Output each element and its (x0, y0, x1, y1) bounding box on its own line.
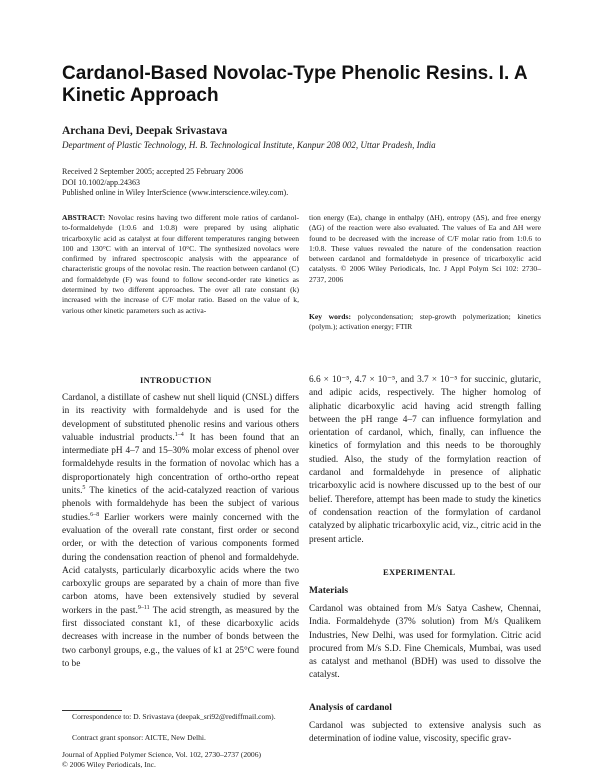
analysis-text: Cardanol was subjected to extensive analysis such as determination of iodine value, viscosity, specific grav- (309, 721, 541, 745)
keywords-text: polycondensation; step-growth polymerization; kinetics (polym.); activation energy; FTIR (309, 312, 541, 332)
affiliation: Department of Plastic Technology, H. B. Technological Institute, Kanpur 208 002, Uttar Pradesh, India (62, 140, 436, 150)
received-dates: Received 2 September 2005; accepted 25 February 2006 (62, 167, 244, 176)
publication-info (62, 167, 288, 199)
doi: DOI 10.1002/app.24363 (62, 177, 140, 187)
correspondence-footnote: Correspondence to: D. Srivastava (deepak_sri92@rediffmail.com). (72, 712, 276, 721)
introduction-heading: INTRODUCTION (140, 375, 212, 385)
keywords (309, 312, 541, 333)
intro-part-b: It has been found that an intermediate pH 4–7 and 15–30% molar excess of phenol over formaldehyde results in the formation of novolac which has a disproportionately high concentration of ortho-ortho repeat units. (62, 432, 299, 497)
keywords-label: Key words: (309, 312, 352, 321)
introduction-text (62, 392, 299, 671)
citation-1: 1–4 (174, 431, 184, 438)
intro-part-d: Earlier workers were mainly concerned with the evaluation of the overall rate constant, first order or second order, or with the detection of various components formed during the condensation reaction of phenol and formaldehyde. Acid catalysts, particularly dicarboxylic acids where the two carboxylic groups are separated by a chain of more than five carbon atoms, have been extensively studied by several workers in the past. (62, 512, 299, 616)
journal-footer (62, 750, 302, 771)
abstract-label: ABSTRACT: (62, 213, 106, 222)
intro-continuation: 6.6 × 10⁻⁵, 4.7 × 10⁻⁵, and 3.7 × 10⁻⁵ for succinic, glutaric, and adipic acids, respectively. The higher homolog of aliphatic dicarboxylic acid having acid strength falling between the pH range 4–7 can influence formylation and orientation of cardanol, which, finally, can influence the kinetics of formylation and this needs to be thoroughly studied. Also, the study of the formylation reaction of cardanol and formaldehyde in presence of aliphatic tricarboxylic acid is nowhere discussed up to the best of our belief. Therefore, attempt has been made to study the kinetics of condensation reaction of the formylation of cardanol catalyzed by aliphatic tricarboxylic acid, viz., citric acid in the present article. (309, 375, 541, 545)
journal-citation: Journal of Applied Polymer Science, Vol. 102, 2730–2737 (2006) (62, 750, 262, 759)
copyright: © 2006 Wiley Periodicals, Inc. (62, 760, 156, 770)
intro-part-c: The kinetics of the acid-catalyzed reaction of various phenols with formaldehyde has been the subject of various studies. (62, 486, 299, 523)
materials-heading: Materials (309, 586, 349, 596)
citation-3: 6–8 (90, 511, 100, 518)
analysis-heading: Analysis of cardanol (309, 703, 392, 713)
abstract-text-left: Novolac resins having two different mole ratios of cardanol-to-formaldehyde (1:0.6 and 1:0.8) were prepared by using aliphatic tricarboxylic acid as catalyst at four different temperatures ranging between 100 and 130°C with an interval of 10°C. The synthesized novolacs were confirmed by infrared spectroscopic analysis with the appearance of characteristic groups of the novolac resin. The reaction between cardanol (C) and formaldehyde (F) was found to follow second-order rate kinetics as determined by two different approaches. The over all rate constant (k) increased with the increase of C/F molar ratio. Based on the value of k, various other kinetic parameters such as activa- (62, 213, 299, 315)
authors: Archana Devi, Deepak Srivastava (62, 125, 228, 137)
abstract-right: tion energy (Ea), change in enthalpy (ΔH), entropy (ΔS), and free energy (ΔG) of the reaction were also evaluated. The values of Ea and ΔH were found to be decreased with the increase of C/F molar ratio from 1:0.6 to 1:0.8. These values revealed the nature of the condensation reaction between cardanol and formaldehyde in presence of tricarboxylic acid catalysts. © 2006 Wiley Periodicals, Inc. J Appl Polym Sci 102: 2730–2737, 2006 (309, 213, 541, 284)
intro-part-e: The acid strength, as measured by the first dissociated constant k1, of these dicarboxylic acids decreases with increase in the number of bonds between the two carbonyl groups, e.g., the values of k1 at 25°C were found to be (62, 605, 299, 669)
grant-footnote: Contract grant sponsor: AICTE, New Delhi. (72, 733, 206, 742)
abstract-left (62, 213, 299, 316)
citation-4: 9–11 (137, 604, 150, 611)
citation-2: 5 (82, 484, 86, 491)
materials-text: Cardanol was obtained from M/s Satya Cashew, Chennai, India. Formaldehyde (37% solution) from M/s Qualikem Industries, New Delhi, was used for formylation. Citric acid procured from M/s S.D. Fine Chemicals, Mumbai, was used as catalyst and methanol (BDH) was used to dissolve the catalyst. (309, 604, 541, 681)
article-title: Cardanol-Based Novolac-Type Phenolic Resins. I. A Kinetic Approach (62, 63, 527, 106)
intro-part-a: Cardanol, a distillate of cashew nut shell liquid (CNSL) differs in its reactivity with formaldehyde and is used for the development of substituted phenolic resins and various others valuable industrial products. (62, 393, 299, 443)
published-online: Published online in Wiley InterScience (www.interscience.wiley.com). (62, 188, 289, 197)
footnote-divider (62, 710, 122, 711)
experimental-heading: EXPERIMENTAL (383, 567, 456, 577)
